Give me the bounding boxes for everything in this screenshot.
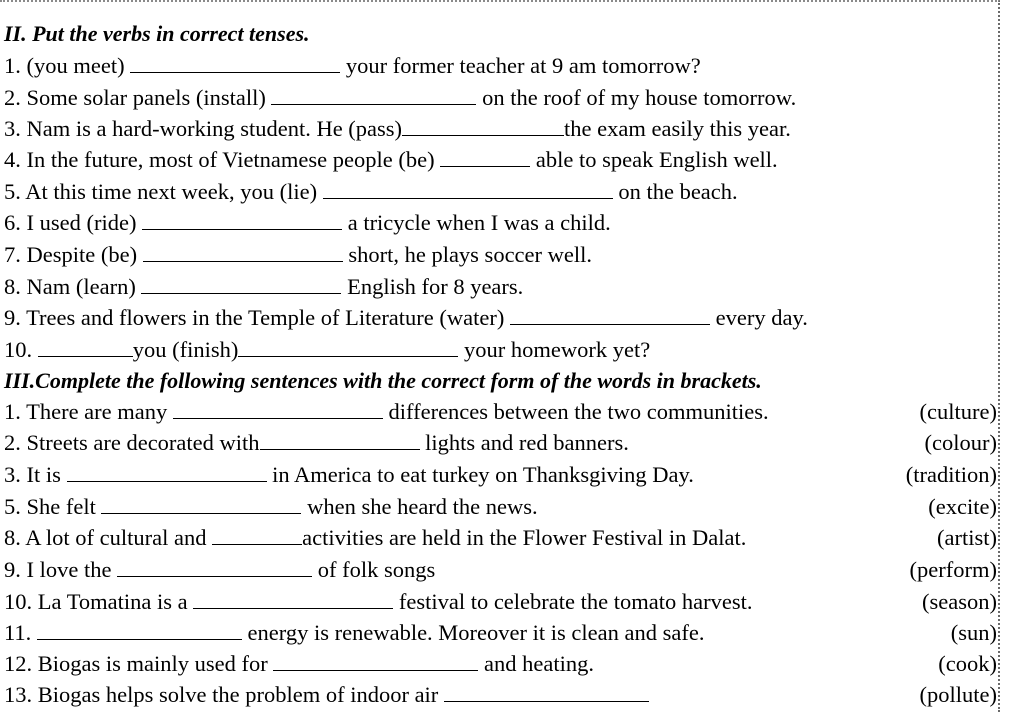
s3-item-3: 3. It is in America to eat turkey on Thanksgiving Day. (tradition)	[4, 459, 999, 490]
s3-item-9: 9. I love the of folk songs (perform)	[4, 554, 999, 585]
word-hint: (cook)	[938, 651, 997, 676]
s3-item-12: 12. Biogas is mainly used for and heating. (cook)	[4, 648, 999, 679]
section-2-heading: II. Put the verbs in correct tenses.	[4, 21, 310, 46]
word-hint: (artist)	[937, 525, 997, 550]
s2-item-9: 9. Trees and flowers in the Temple of Literature (water) every day.	[4, 305, 808, 330]
word-hint: (colour)	[924, 430, 997, 455]
s2-item-3: 3. Nam is a hard-working student. He (pass) the exam easily this year.	[4, 116, 791, 141]
s2-item-8: 8. Nam (learn) English for 8 years.	[4, 274, 524, 299]
s2-item-2: 2. Some solar panels (install) on the roof of my house tomorrow.	[4, 85, 797, 110]
answer-blank[interactable]	[101, 494, 301, 514]
answer-blank[interactable]	[440, 147, 530, 167]
s3-item-13: 13. Biogas helps solve the problem of indoor air (pollute)	[4, 679, 999, 710]
word-hint: (sun)	[950, 620, 997, 645]
word-hint: (perform)	[909, 557, 997, 582]
s2-item-6: 6. I used (ride) a tricycle when I was a child.	[4, 210, 611, 235]
word-hint: (pollute)	[919, 682, 997, 707]
answer-blank[interactable]	[142, 210, 342, 230]
answer-blank[interactable]	[130, 53, 340, 73]
word-hint: (culture)	[919, 399, 997, 424]
s2-item-1: 1. (you meet) your former teacher at 9 am tomorrow?	[4, 53, 701, 78]
answer-blank[interactable]	[444, 682, 649, 702]
answer-blank[interactable]	[37, 620, 242, 640]
word-hint: (season)	[922, 589, 997, 614]
s3-item-11: 11. energy is renewable. Moreover it is clean and safe. (sun)	[4, 617, 999, 648]
answer-blank[interactable]	[260, 430, 420, 450]
s3-item-10: 10. La Tomatina is a festival to celebrate the tomato harvest. (season)	[4, 586, 999, 617]
answer-blank[interactable]	[212, 525, 302, 545]
answer-blank[interactable]	[402, 116, 564, 136]
answer-blank[interactable]	[323, 179, 613, 199]
s3-item-5: 5. She felt when she heard the news. (excite)	[4, 491, 999, 522]
answer-blank[interactable]	[173, 399, 383, 419]
word-hint: (excite)	[928, 494, 997, 519]
answer-blank[interactable]	[510, 305, 710, 325]
answer-blank[interactable]	[271, 85, 476, 105]
s2-item-5: 5. At this time next week, you (lie) on the beach.	[4, 179, 738, 204]
s2-item-4: 4. In the future, most of Vietnamese people (be) able to speak English well.	[4, 147, 778, 172]
s2-item-7: 7. Despite (be) short, he plays soccer well.	[4, 242, 593, 267]
answer-blank[interactable]	[38, 337, 133, 357]
answer-blank[interactable]	[143, 242, 343, 262]
word-hint: (tradition)	[905, 462, 997, 487]
answer-blank[interactable]	[67, 462, 267, 482]
section-3-heading: III.Complete the following sentences with the correct form of the words in brackets.	[4, 368, 762, 393]
answer-blank[interactable]	[141, 274, 341, 294]
answer-blank[interactable]	[273, 651, 478, 671]
answer-blank[interactable]	[193, 589, 393, 609]
answer-blank[interactable]	[117, 557, 312, 577]
s3-item-8: 8. A lot of cultural and activities are held in the Flower Festival in Dalat. (artist)	[4, 522, 999, 553]
s2-item-10: 10. you (finish) your homework yet?	[4, 337, 651, 362]
answer-blank[interactable]	[238, 337, 458, 357]
s3-item-2: 2. Streets are decorated with lights and red banners. (colour)	[4, 427, 999, 458]
s3-item-1: 1. There are many differences between the two communities. (culture)	[4, 396, 999, 427]
